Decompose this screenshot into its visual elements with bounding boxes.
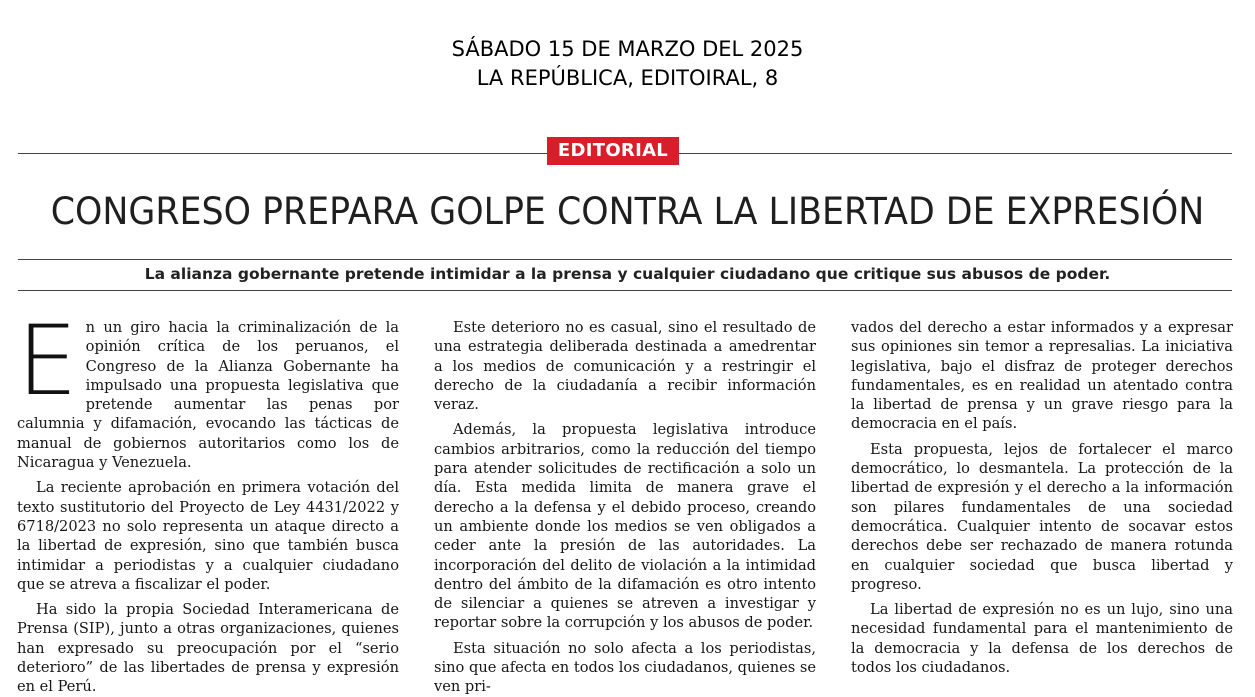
section-tag: EDITORIAL (547, 137, 679, 165)
headline-rule (18, 259, 1232, 260)
paragraph: n un giro hacia la criminalización de la opinión crítica de los peruanos, el Congreso de la Alianza Gobernante ha impulsado una propuesta legislativa que pretende aumentar las penas por calumnia y difamación, evocando las tácticas de manual de gobiernos autoritarios como los de Nicaragua y Venezuela. (17, 319, 399, 472)
paragraph: Esta situación no solo afecta a los periodistas, sino que afecta en todos los ciudadanos, quienes se ven pri- (434, 639, 816, 696)
paragraph: La libertad de expresión no es un lujo, sino una necesidad fundamental para el mantenimiento de la democracia y la defensa de los derechos de todos los ciudadanos. (851, 601, 1233, 677)
headline: CONGRESO PREPARA GOLPE CONTRA LA LIBERTAD DE EXPRESIÓN (50, 190, 1205, 233)
paragraph: Esta propuesta, lejos de fortalecer el marco democrático, lo desmantela. La protección de la libertad de expresión y el derecho a la información son pilares fundamentales de una sociedad democrática. Cualquier intento de socavar estos derechos debe ser rechazado de manera rotunda en cualquier sociedad que busca libertad y progreso. (851, 440, 1233, 593)
source-line: LA REPÚBLICA, EDITOIRAL, 8 (476, 66, 779, 90)
deck: La alianza gobernante pretende intimidar a la prensa y cualquier ciudadano que critique sus abusos de poder. (144, 265, 1111, 283)
paragraph: Este deterioro no es casual, sino el resultado de una estrategia deliberada destinada a amedrentar a los medios de comunicación y a restringir el derecho de la ciudadanía a recibir información veraz. (434, 319, 816, 414)
deck-rule (18, 290, 1232, 291)
date-line: SÁBADO 15 DE MARZO DEL 2025 (451, 37, 804, 61)
column-2 (434, 318, 816, 697)
paragraph: Además, la propuesta legislativa introduce cambios arbitrarios, como la reducción del tiempo para atender solicitudes de rectificación a solo un día. Esta medida limita de manera grave el derecho a la defensa y el debido proceso, creando un ambiente donde los medios se ven obligados a ceder ante la presión de las autoridades. La incorporación del delito de violación a la intimidad dentro del ámbito de la difamación es otro intento de silenciar a quienes se atreven a investigar y reportar sobre la corrupción y los abusos de poder. (434, 421, 816, 632)
paragraph: Ha sido la propia Sociedad Interamericana de Prensa (SIP), junto a otras organizaciones, quienes han expresado su preocupación por el “serio deterioro” de las libertades de prensa y expresión en el Perú. (17, 601, 399, 696)
column-3 (851, 318, 1233, 677)
drop-cap: E (17, 305, 78, 417)
paragraph: La reciente aprobación en primera votación del texto sustitutorio del Proyecto de Ley 4431/2022 y 6718/2023 no solo representa un ataque directo a la libertad de expresión, sino que también busca intimidar a periodistas y a cualquier ciudadano que se atreva a fiscalizar el poder. (17, 479, 399, 593)
paragraph: vados del derecho a estar informados y a expresar sus opiniones sin temor a represalias. La iniciativa legislativa, bajo el disfraz de proteger derechos fundamentales, es en realidad un atentado contra la libertad de prensa y un grave riesgo para la democracia en el país. (851, 319, 1233, 433)
column-1 (17, 305, 399, 697)
